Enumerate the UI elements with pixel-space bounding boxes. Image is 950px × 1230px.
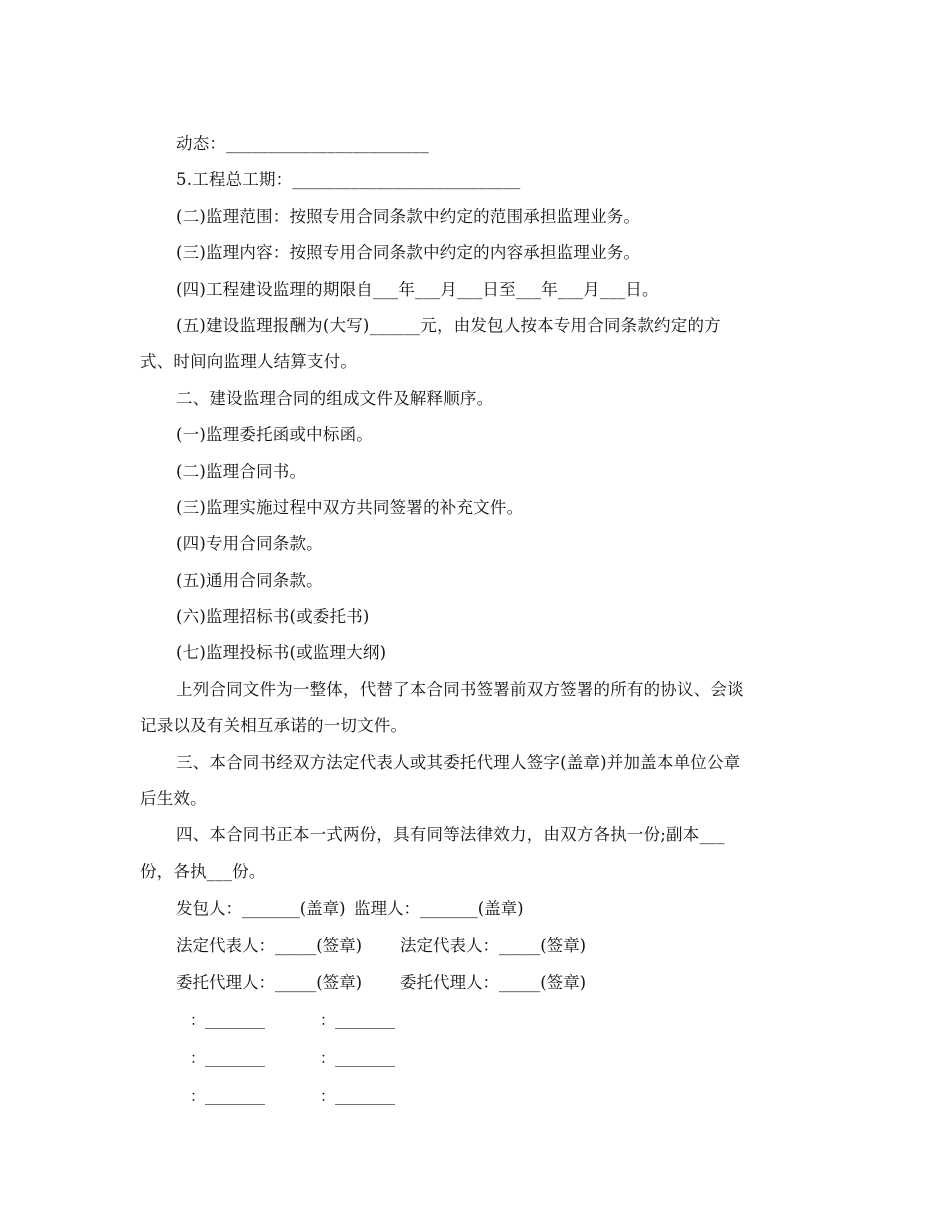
employer-agent-field: 委托代理人：_____(签章) (176, 973, 363, 993)
blank-row (140, 1001, 812, 1039)
list-item: (七)监理投标书(或监理大纲) (176, 643, 387, 663)
signature-row-contracting-party (140, 890, 812, 927)
signature-row-legal-rep (140, 927, 812, 964)
paragraph-remuneration: (五)建设监理报酬为(大写)______元，由发包人按本专用合同条款约定的方 (176, 315, 721, 335)
list-item: (二)监理合同书。 (176, 461, 307, 481)
employer-signature-field: 发包人：_______(盖章) (176, 899, 346, 919)
list-item: (六)监理招标书(或委托书) (176, 607, 370, 627)
list-item: (四)专用合同条款。 (176, 534, 323, 554)
paragraph-remuneration-cont: 式、时间向监理人结算支付。 (140, 352, 358, 372)
section-heading-two: 二、建设监理合同的组成文件及解释顺序。 (176, 388, 494, 408)
supervisor-legal-rep-field: 法定代表人：_____(签章) (400, 936, 587, 956)
supervisor-signature-field: 监理人：_______(盖章) (354, 899, 524, 919)
blank-row (140, 1039, 812, 1077)
paragraph-dynamic: 动态：________________________ (176, 134, 429, 153)
paragraph-scope: (二)监理范围：按照专用合同条款中约定的范围承担监理业务。 (176, 206, 641, 226)
blank-field-right: ：________ (320, 1087, 396, 1106)
blank-field-left: ：________ (190, 1011, 266, 1030)
blank-field-right: ：________ (320, 1011, 396, 1030)
supervisor-agent-field: 委托代理人：_____(签章) (400, 973, 587, 993)
paragraph-period: (四)工程建设监理的期限自___年___月___日至___年___月___日。 (176, 279, 659, 299)
paragraph-content: (三)监理内容：按照专用合同条款中约定的内容承担监理业务。 (176, 243, 641, 263)
section-heading-four: 四、本合同书正本一式两份，具有同等法律效力，由双方各执一份;副本___ (176, 825, 725, 845)
list-item: (五)通用合同条款。 (176, 570, 323, 590)
section-heading-four-cont: 份，各执___份。 (140, 861, 266, 881)
section-heading-three-cont: 后生效。 (140, 789, 207, 809)
signature-row-agent (140, 964, 812, 1001)
blank-row (140, 1077, 812, 1115)
paragraph-integral: 上列合同文件为一整体，代替了本合同书签署前双方签署的所有的协议、会谈 (176, 679, 744, 699)
blank-field-right: ：________ (320, 1049, 396, 1068)
blank-field-left: ：________ (190, 1087, 266, 1106)
paragraph-total-duration: 5.工程总工期：___________________________ (176, 170, 521, 190)
blank-field-left: ：________ (190, 1049, 266, 1068)
section-heading-three: 三、本合同书经双方法定代表人或其委托代理人签字(盖章)并加盖本单位公章 (176, 752, 741, 772)
employer-legal-rep-field: 法定代表人：_____(签章) (176, 936, 363, 956)
list-item: (三)监理实施过程中双方共同签署的补充文件。 (176, 497, 524, 517)
document-body (140, 126, 812, 1115)
list-item: (一)监理委托函或中标函。 (176, 425, 373, 445)
paragraph-integral-cont: 记录以及有关相互承诺的一切文件。 (140, 716, 408, 736)
